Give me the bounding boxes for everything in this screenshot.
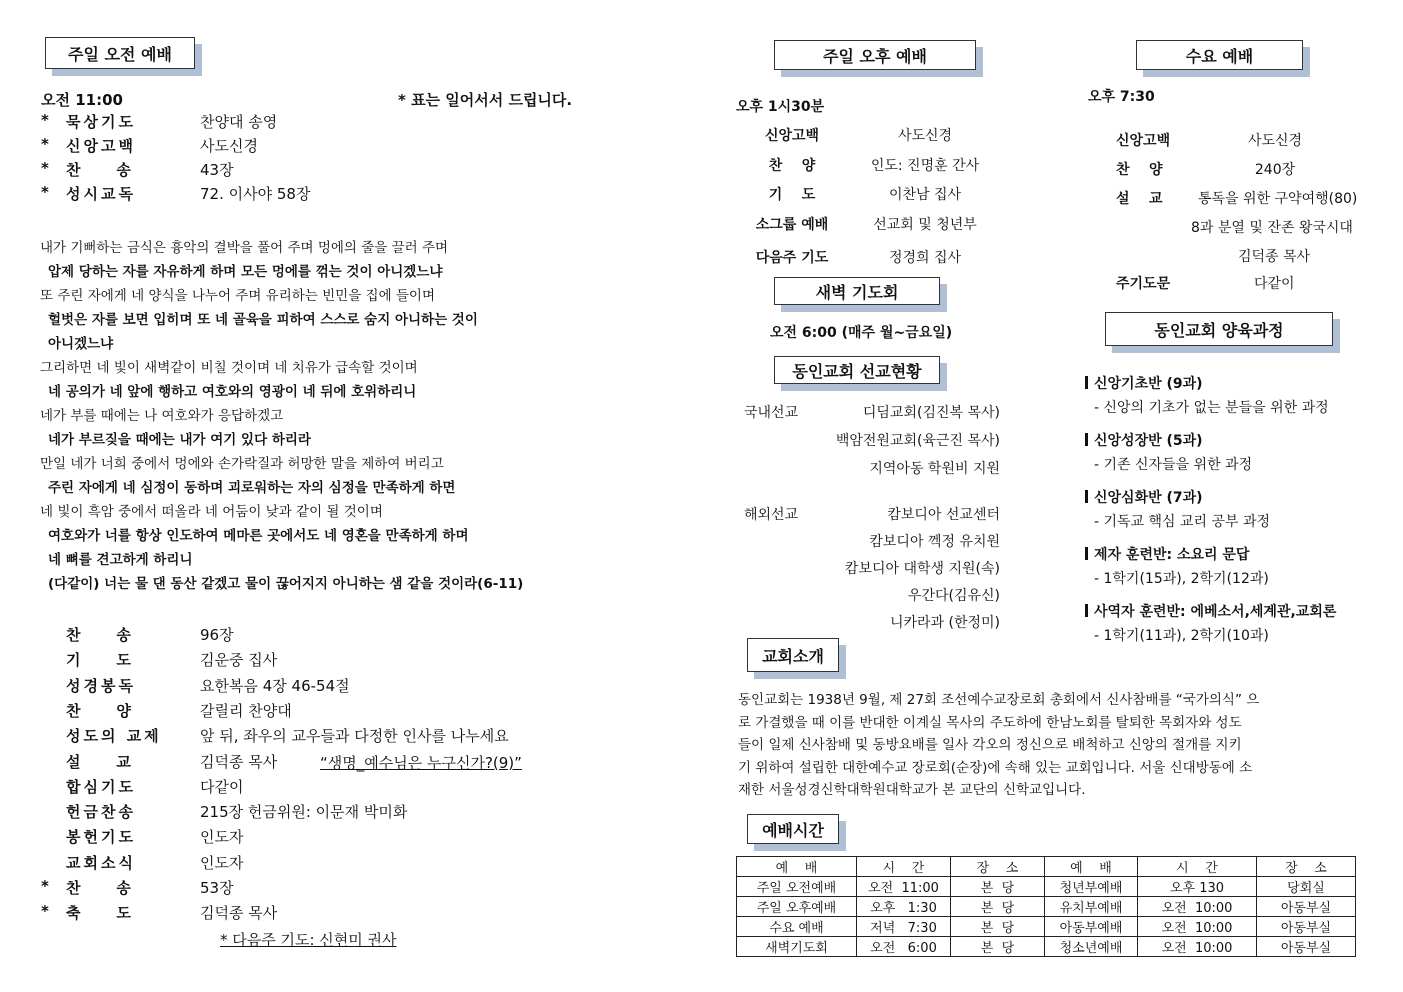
- order-value: 215장 헌금위원: 이문재 박미화: [200, 803, 408, 822]
- order-label: 성도의 교제: [66, 727, 162, 746]
- schedule-cell: 본 당: [951, 877, 1045, 897]
- schedule-cell: 시 간: [857, 857, 951, 877]
- schedule-cell: 본 당: [951, 937, 1045, 957]
- overseas-mission-item: 우간다(김유신): [907, 588, 1000, 604]
- wednesday-sermon-subtitle: 8과 분열 및 잔존 왕국시대: [1191, 220, 1353, 236]
- course-description: - 1학기(15과), 2학기(12과): [1094, 571, 1269, 587]
- schedule-cell: 장 소: [951, 857, 1045, 877]
- order-star: *: [41, 877, 49, 895]
- order-label: 기 도: [66, 651, 134, 670]
- afternoon-order-label: 소그룹 예배: [755, 217, 829, 233]
- scripture-line: 또 주린 자에게 네 양식을 나누어 주며 유리하는 빈민을 집에 들이며: [40, 288, 436, 304]
- order-label: 설 교: [66, 752, 134, 771]
- schedule-cell: 오전 10:00: [1138, 917, 1257, 937]
- schedule-cell: 아동부예배: [1045, 917, 1138, 937]
- domestic-mission-item: 디딤교회(김진복 목사): [862, 405, 1000, 421]
- schedule-cell: 예 배: [1045, 857, 1138, 877]
- next-prayer-note: * 다음주 기도: 신현미 권사: [220, 931, 397, 949]
- overseas-mission-item: 캄보디아 선교센터: [887, 507, 1000, 523]
- order-label: 교회소식: [66, 853, 136, 872]
- order-label: 성시교독: [66, 185, 136, 203]
- afternoon-order-value: 이찬남 집사: [888, 187, 962, 203]
- wednesday-service-time: 오후 7:30: [1088, 89, 1155, 105]
- overseas-mission-item: 니카라과 (한정미): [889, 615, 1000, 631]
- schedule-header-row: [737, 857, 1356, 877]
- afternoon-order-label: 기 도: [768, 187, 816, 203]
- schedule-cell: 오전 10:00: [1138, 937, 1257, 957]
- schedule-cell: 아동부실: [1257, 917, 1356, 937]
- order-value: 72. 이사야 58장: [200, 185, 311, 203]
- schedule-cell: 수요 예배: [737, 917, 857, 937]
- order-star: *: [41, 183, 49, 201]
- afternoon-service-title: 주일 오후 예배: [774, 40, 976, 70]
- wednesday-preacher: 김덕종 목사: [1238, 249, 1311, 265]
- course-description: - 신앙의 기초가 없는 분들을 위한 과정: [1094, 400, 1329, 416]
- standing-note: * 표는 일어서서 드립니다.: [398, 91, 573, 109]
- order-value: 갈릴리 찬양대: [200, 701, 292, 720]
- scripture-line: 아니겠느냐: [48, 336, 114, 352]
- order-label: 찬 송: [66, 161, 134, 179]
- afternoon-order-value: 인도: 진명훈 간사: [870, 158, 980, 174]
- education-course-title: 동인교회 양육과정: [1105, 312, 1333, 346]
- order-label: 묵상기도: [66, 113, 136, 131]
- schedule-cell: 오전 11:00: [857, 877, 951, 897]
- scripture-line: 네가 부를 때에는 나 여호와가 응답하겠고: [40, 408, 284, 424]
- course-description: - 1학기(11과), 2학기(10과): [1094, 628, 1269, 644]
- order-value: 찬양대 송영: [200, 113, 278, 131]
- afternoon-service-time: 오후 1시30분: [736, 99, 825, 115]
- order-value: 김덕종 목사: [200, 904, 278, 923]
- scripture-line: 네 뼈를 견고하게 하리니: [48, 552, 193, 568]
- wednesday-service-title: 수요 예배: [1136, 40, 1303, 70]
- order-value: 96장: [200, 626, 234, 644]
- dawn-prayer-time: 오전 6:00 (매주 월~금요일): [770, 325, 953, 341]
- course-bullet-bar: [1085, 547, 1088, 560]
- order-label: 찬 양: [66, 701, 134, 720]
- scripture-line: 네가 부르짖을 때에는 내가 여기 있다 하리라: [48, 432, 311, 448]
- course-name: 신앙기초반 (9과): [1094, 376, 1203, 392]
- overseas-mission-label: 해외선교: [744, 507, 799, 523]
- schedule-cell: 아동부실: [1257, 937, 1356, 957]
- order-label: 찬 송: [66, 879, 134, 897]
- schedule-cell: 오후 1:30: [857, 897, 951, 917]
- schedule-row: [737, 937, 1356, 957]
- schedule-cell: 저녁 7:30: [857, 917, 951, 937]
- order-value: 요한복음 4장 46-54절: [200, 676, 350, 695]
- wednesday-order-value: 240장: [1254, 162, 1296, 178]
- order-label: 성경봉독: [66, 676, 136, 695]
- afternoon-order-label: 신앙고백: [764, 128, 820, 144]
- schedule-row: [737, 917, 1356, 937]
- course-name: 신앙심화반 (7과): [1094, 490, 1203, 506]
- order-value: 43장: [200, 161, 234, 179]
- schedule-cell: 본 당: [951, 917, 1045, 937]
- afternoon-order-value: 정경희 집사: [888, 250, 962, 266]
- schedule-cell: 오전 6:00: [857, 937, 951, 957]
- scripture-line: 여호와가 너를 항상 인도하여 메마른 곳에서도 네 영혼을 만족하게 하며: [48, 528, 469, 544]
- course-bullet-bar: [1085, 604, 1088, 617]
- wednesday-order-label: 신앙고백: [1116, 133, 1171, 149]
- scripture-line: 만일 네가 너희 중에서 멍에와 손가락질과 허망한 말을 제하여 버리고: [40, 456, 444, 472]
- order-label: 축 도: [66, 904, 134, 923]
- order-label: 합심기도: [66, 777, 136, 796]
- schedule-cell: 당회실: [1257, 877, 1356, 897]
- wednesday-closing-value: 다같이: [1254, 276, 1295, 292]
- schedule-cell: 오후 130: [1138, 877, 1257, 897]
- scripture-line: 주린 자에게 네 심정이 동하며 괴로워하는 자의 심정을 만족하게 하면: [48, 480, 456, 496]
- domestic-mission-item: 백암전원교회(육근진 목사): [835, 433, 1000, 449]
- order-value: 김덕종 목사: [200, 752, 278, 771]
- schedule-cell: 주일 오후예배: [737, 897, 857, 917]
- overseas-mission-item: 캄보디아 껙정 유치원: [869, 534, 1000, 550]
- scripture-line: 네 공의가 네 앞에 행하고 여호와의 영광이 네 뒤에 호위하리니: [48, 384, 417, 400]
- afternoon-order-value: 사도신경: [897, 128, 953, 144]
- order-value: 인도자: [200, 853, 244, 872]
- schedule-cell: 새벽기도회: [737, 937, 857, 957]
- order-star: *: [41, 135, 49, 153]
- course-description: - 기독교 핵심 교리 공부 과정: [1094, 514, 1271, 530]
- schedule-cell: 예 배: [737, 857, 857, 877]
- order-label: 헌금찬송: [66, 803, 136, 822]
- schedule-row: [737, 877, 1356, 897]
- schedule-cell: 아동부실: [1257, 897, 1356, 917]
- mission-status-title: 동인교회 선교현황: [774, 356, 940, 384]
- church-intro-line: 기 위하여 설립한 대한예수교 장로회(순장)에 속해 있는 교회입니다. 서울 신대방동에 소: [738, 759, 1253, 776]
- course-name: 제자 훈련반: 소요리 문답: [1094, 547, 1250, 563]
- sermon-title: “생명_예수님은 누구신가?(9)”: [320, 754, 522, 772]
- order-label: 신앙고백: [66, 137, 136, 155]
- course-description: - 기존 신자들을 위한 과정: [1094, 457, 1253, 473]
- church-intro-title: 교회소개: [747, 638, 839, 672]
- domestic-mission-item: 지역아동 학원비 지원: [869, 461, 1000, 477]
- schedule-cell: 유치부예배: [1045, 897, 1138, 917]
- afternoon-order-label: 다음주 기도: [755, 250, 829, 266]
- church-intro-line: 들이 일제 신사참배 및 동방요배를 일사 각오의 정신으로 배척하고 신앙의 절개를 지키: [738, 737, 1242, 753]
- wednesday-order-label: 설 교: [1116, 191, 1163, 207]
- schedule-cell: 청소년예배: [1045, 937, 1138, 957]
- scripture-line: 그리하면 네 빛이 새벽같이 비칠 것이며 네 치유가 급속할 것이며: [40, 360, 418, 376]
- schedule-title: 예배시간: [747, 814, 839, 844]
- scripture-line: 헐벗은 자를 보면 입히며 또 네 골육을 피하여 스스로 숨지 아니하는 것이: [48, 312, 478, 328]
- order-label: 찬 송: [66, 626, 134, 644]
- wednesday-order-value: 통독을 위한 구약여행(80): [1198, 191, 1358, 207]
- course-bullet-bar: [1085, 376, 1088, 389]
- order-value: 다같이: [200, 777, 244, 796]
- order-value: 53장: [200, 879, 234, 897]
- domestic-mission-label: 국내선교: [744, 405, 799, 421]
- course-bullet-bar: [1085, 433, 1088, 446]
- course-name: 사역자 훈련반: 에베소서,세계관,교회론: [1094, 604, 1337, 620]
- church-intro-line: 재한 서울성경신학대학원대학교가 본 교단의 신학교입니다.: [738, 782, 1086, 798]
- wednesday-order-label: 찬 양: [1116, 162, 1163, 178]
- morning-service-time: 오전 11:00: [41, 91, 123, 109]
- order-label: 봉헌기도: [66, 828, 136, 847]
- schedule-table: [736, 856, 1356, 957]
- schedule-cell: 시 간: [1138, 857, 1257, 877]
- wednesday-order-value: 사도신경: [1247, 133, 1303, 149]
- wednesday-closing-label: 주기도문: [1116, 276, 1171, 292]
- order-value: 인도자: [200, 828, 244, 847]
- order-star: *: [41, 111, 49, 129]
- overseas-mission-item: 캄보디아 대학생 지원(속): [844, 561, 1000, 577]
- church-intro-line: 동인교회는 1938년 9월, 제 27회 조선예수교장로회 총회에서 신사참배를 “국가의식” 으: [738, 692, 1260, 708]
- dawn-prayer-title: 새벽 기도회: [774, 277, 940, 305]
- course-name: 신앙성장반 (5과): [1094, 433, 1203, 449]
- scripture-line: 내가 기뻐하는 금식은 흉악의 결박을 풀어 주며 멍에의 줄을 끌러 주며: [40, 240, 449, 256]
- scripture-line: (다같이) 너는 물 댄 동산 같겠고 물이 끊어지지 아니하는 샘 같을 것이라(6-11): [48, 576, 524, 592]
- order-star: *: [41, 159, 49, 177]
- course-bullet-bar: [1085, 490, 1088, 503]
- church-intro-line: 로 가결했을 때 이를 반대한 이계실 목사의 주도하에 한남노회를 탈퇴한 목회자와 성도: [738, 714, 1242, 731]
- order-value: 김운중 집사: [200, 651, 278, 670]
- schedule-row: [737, 897, 1356, 917]
- afternoon-order-label: 찬 양: [768, 158, 816, 174]
- schedule-cell: 장 소: [1257, 857, 1356, 877]
- scripture-line: 네 빛이 흑암 중에서 떠올라 네 어둠이 낮과 같이 될 것이며: [40, 504, 383, 520]
- scripture-line: 압제 당하는 자를 자유하게 하며 모든 멍에를 꺾는 것이 아니겠느냐: [48, 264, 443, 280]
- schedule-cell: 주일 오전예배: [737, 877, 857, 897]
- morning-service-title: 주일 오전 예배: [45, 37, 195, 69]
- schedule-cell: 오전 10:00: [1138, 897, 1257, 917]
- order-value: 사도신경: [200, 137, 258, 155]
- order-value: 앞 뒤, 좌우의 교우들과 다정한 인사를 나누세요: [200, 727, 509, 746]
- order-star: *: [41, 902, 49, 921]
- afternoon-order-value: 선교회 및 청년부: [873, 217, 977, 233]
- schedule-cell: 본 당: [951, 897, 1045, 917]
- schedule-cell: 청년부예배: [1045, 877, 1138, 897]
